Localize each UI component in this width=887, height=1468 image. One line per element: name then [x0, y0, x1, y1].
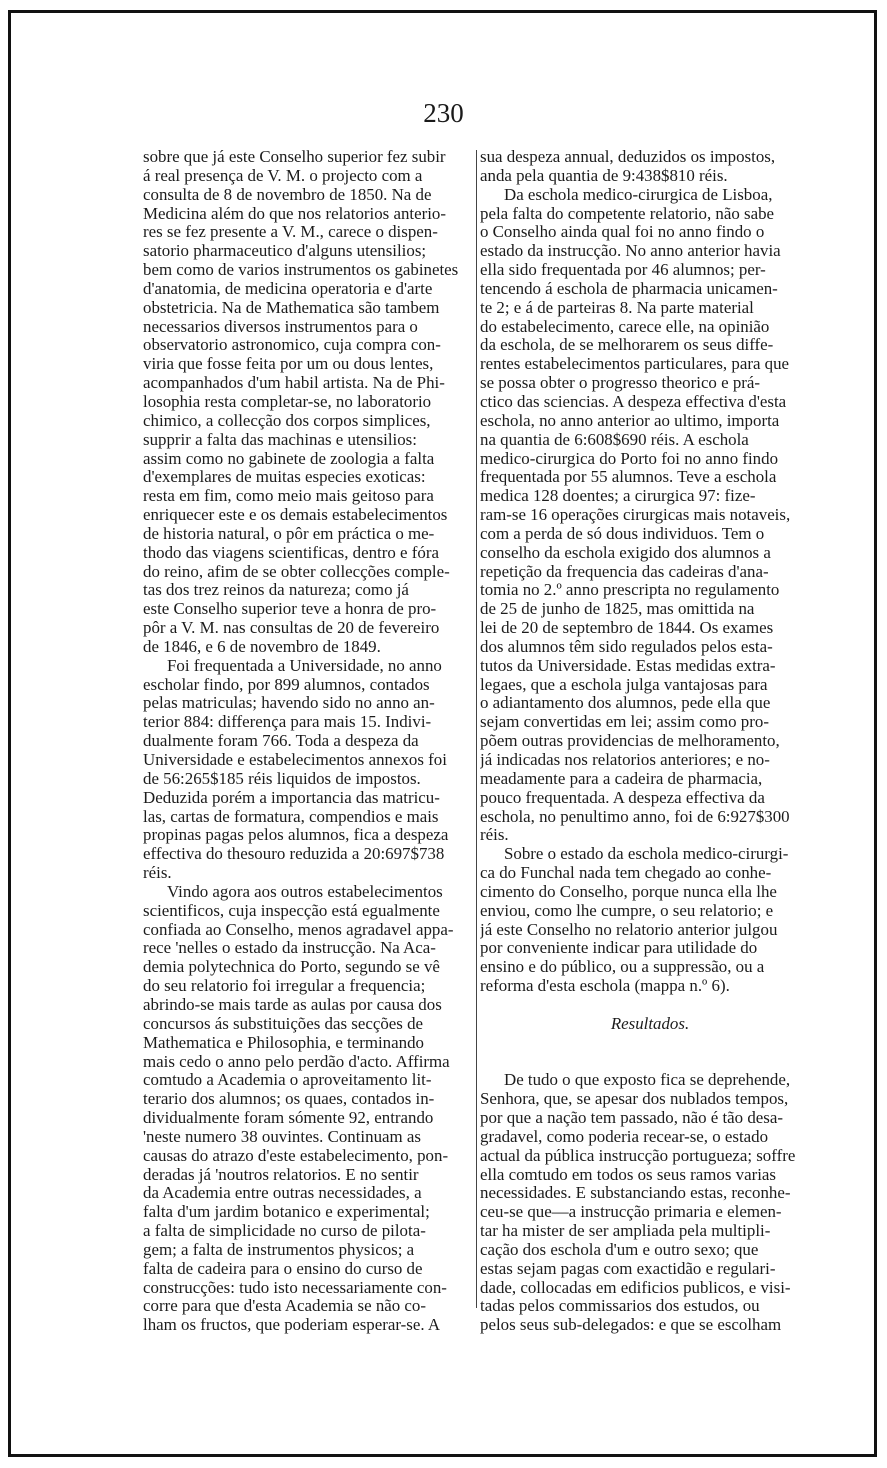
text-line: las, cartas de formatura, compendios e mais [143, 807, 439, 826]
text-line: construcções: tudo isto necessariamente con- [143, 1278, 447, 1297]
text-line: demia polytechnica do Porto, segundo se vê [143, 958, 440, 977]
text-line: chimico, a collecção dos corpos simplices, [143, 411, 431, 430]
text-line: Da eschola medico-cirurgica de Lisboa, [504, 185, 773, 204]
text-line: necessarios diversos instrumentos para o [143, 317, 418, 336]
text-line: acompanhados d'um habil artista. Na de Phi- [143, 374, 445, 393]
text-line: na quantia de 6:608$690 réis. A eschola [480, 430, 749, 449]
text-line: pelas matriculas; havendo sido no anno an- [143, 694, 435, 713]
text-line: pôr a V. M. nas consultas de 20 de fevereiro [143, 619, 440, 638]
text-line: com a perda de só dous individuos. Tem o [480, 524, 765, 543]
text-line: da eschola, de se melhorarem os seus diffe- [480, 336, 774, 355]
text-line: dos alumnos têm sido regulados pelos esta- [480, 637, 773, 656]
text-line: satorio pharmaceutico d'alguns utensilios; [143, 242, 427, 261]
text-line: réis. [480, 826, 509, 845]
text-line: propinas pagas pelos alumnos, fica a despeza [143, 826, 449, 845]
text-line: terario dos alumnos; os quaes, contados in- [143, 1090, 435, 1109]
column-divider [476, 150, 477, 1308]
text-line: cimento do Conselho, porque nunca ella lhe [480, 882, 777, 901]
text-line: sejam convertidas em lei; assim como pro- [480, 713, 769, 732]
text-line: supprir a falta das machinas e utensilios: [143, 430, 417, 449]
text-line: De tudo o que exposto fica se deprehende, [504, 1071, 791, 1090]
text-line: dualmente foram 766. Toda a despeza da [143, 732, 419, 751]
text-line: eschola, no penultimo anno, foi de 6:927$300 [480, 807, 790, 826]
text-line: tadas pelos commissarios dos estudos, ou [480, 1297, 760, 1316]
text-line: actual da pública instrucção portugueza; soffre [480, 1146, 796, 1165]
text-line: tutos da Universidade. Estas medidas extra- [480, 656, 776, 675]
text-line: cação dos eschola d'um e outro sexo; que [480, 1240, 759, 1259]
text-line: Mathematica e Philosophia, e terminando [143, 1033, 424, 1052]
text-line: deradas já 'noutros relatorios. E no sentir [143, 1165, 419, 1184]
text-line: scientificos, cuja inspecção está egualmente [143, 901, 440, 920]
text-line: do estabelecimento, carece elle, na opinião [480, 317, 770, 336]
text-line: réis. [143, 864, 172, 883]
text-line: gradavel, como poderia recear-se, o estado [480, 1127, 769, 1146]
right-column [480, 148, 820, 1335]
text-line: tencendo á eschola de pharmacia unicamen- [480, 279, 778, 298]
text-line: eschola, no anno anterior ao ultimo, importa [480, 411, 780, 430]
text-line: tas dos trez reinos da natureza; como já [143, 581, 409, 600]
text-line: falta de cadeira para o ensino do curso de [143, 1259, 423, 1278]
spacer [480, 1034, 820, 1053]
text-line: á real presença de V. M. o projecto com a [143, 166, 423, 185]
text-line: ella sido frequentada por 46 alumnos; per- [480, 261, 766, 280]
text-line: pelos seus sub-delegados: e que se escolham [480, 1316, 782, 1335]
text-line: sua despeza annual, deduzidos os impostos, [480, 148, 776, 166]
text-line: medico-cirurgica do Porto foi no anno findo [480, 449, 779, 468]
text-line: já este Conselho no relatorio anterior julgou [480, 920, 778, 939]
text-line: ella comtudo em todos os seus ramos varias [480, 1165, 776, 1184]
text-line: já indicadas nos relatorios anteriores; e no- [480, 751, 770, 769]
text-line: meadamente para a cadeira de pharmacia, [480, 769, 763, 788]
text-line: observatorio astronomico, cuja compra con- [143, 336, 441, 355]
text-line: o adiantamento dos alumnos, pede ella que [480, 694, 771, 713]
text-line: escholar findo, por 899 alumnos, contados [143, 675, 430, 694]
text-line: concursos ás substituições das secções de [143, 1014, 424, 1033]
text-line: conselho da eschola exigido dos alumnos a [480, 543, 771, 562]
text-line: Universidade e estabelecimentos annexos foi [143, 751, 447, 769]
text-line: Senhora, que, se apesar dos nublados tempos, [480, 1090, 789, 1109]
section-heading: Resultados. [610, 1014, 690, 1033]
text-line: por que a nação tem passado, não é tão desa- [480, 1109, 783, 1128]
text-line: necessidades. E substanciando estas, reconhe- [480, 1184, 791, 1203]
text-line: este Conselho superior teve a honra de pro- [143, 600, 437, 619]
text-line: por conveniente indicar para utilidade do [480, 939, 758, 958]
text-line: ctico das sciencias. A despeza effectiva d'esta [480, 392, 787, 411]
text-line: se possa obter o progresso theorico e prá- [480, 374, 761, 393]
text-line: dividualmente foram sómente 92, entrando [143, 1109, 434, 1128]
text-line: a falta de simplicidade no curso de pilota- [143, 1222, 426, 1241]
text-line: lham os fructos, que poderiam esperar-se. A [143, 1316, 441, 1335]
text-line: ca do Funchal nada tem chegado ao conhe- [480, 864, 772, 883]
text-line: Foi frequentada a Universidade, no anno [167, 656, 442, 675]
text-line: losophia resta completar-se, no laboratorio [143, 392, 432, 411]
text-line: abrindo-se mais tarde as aulas por causa dos [143, 995, 442, 1014]
text-line: causas do atrazo d'este estabelecimento, pon- [143, 1146, 449, 1165]
text-line: ceu-se que—a instrucção primaria e elemen- [480, 1203, 782, 1222]
text-line: bem como de varios instrumentos os gabinetes [143, 261, 459, 280]
text-line: d'anatomia, de medicina operatoria e d'arte [143, 279, 433, 298]
text-line: rentes estabelecimentos particulares, para que [480, 355, 790, 374]
spacer [480, 996, 820, 1015]
text-line: do seu relatorio foi irregular a frequencia; [143, 977, 426, 996]
text-line: do reino, afim de se obter collecções comple- [143, 562, 450, 581]
text-line: comtudo a Academia o aproveitamento lit- [143, 1071, 432, 1090]
text-line: enviou, como lhe cumpre, o seu relatorio; e [480, 901, 774, 920]
text-line: tomia no 2.º anno prescripta no regulamento [480, 581, 780, 600]
text-line: põem outras providencias de melhoramento, [480, 732, 780, 751]
text-line: de historia natural, o pôr em práctica o me- [143, 524, 435, 543]
text-line: da Academia entre outras necessidades, a [143, 1184, 422, 1203]
text-line: legaes, que a eschola julga vantajosas para [480, 675, 768, 694]
spacer [480, 1053, 820, 1072]
page-number: 230 [423, 98, 464, 128]
text-line: frequentada por 55 alumnos. Teve a eschola [480, 468, 777, 487]
text-line: estas sejam pagas com exactidão e regulari- [480, 1259, 776, 1278]
text-line: Sobre o estado da eschola medico-cirurgi- [504, 845, 789, 864]
text-line: assim como no gabinete de zoologia a falta [143, 449, 435, 468]
text-line: obstetricia. Na de Mathematica são tambem [143, 298, 440, 317]
text-line: d'exemplares de muitas especies exoticas: [143, 468, 426, 487]
text-line: enriquecer este e os demais estabelecimentos [143, 506, 448, 525]
text-line: Vindo agora aos outros estabelecimentos [167, 882, 443, 901]
text-line: rece 'nelles o estado da instrucção. Na Aca- [143, 939, 436, 958]
text-line: ensino e do público, ou a suppressão, ou a [480, 958, 765, 977]
text-line: gem; a falta de instrumentos physicos; a [143, 1240, 415, 1259]
text-line: thodo das viagens scientificas, dentro e fóra [143, 543, 439, 562]
text-line: falta d'um jardim botanico e experimental; [143, 1203, 430, 1222]
text-line: medica 128 doentes; a cirurgica 97: fize- [480, 487, 756, 506]
text-line: o Conselho ainda qual foi no anno findo o [480, 223, 765, 242]
text-line: res se fez presente a V. M., carece o dispen- [143, 223, 438, 242]
text-line: consulta de 8 de novembro de 1850. Na de [143, 185, 432, 204]
text-line: Deduzida porém a importancia das matricu- [143, 788, 440, 807]
text-line: Medicina além do que nos relatorios anterio- [143, 204, 446, 223]
text-line: repetição da frequencia das cadeiras d'ana- [480, 562, 769, 581]
text-line: mais cedo o anno pelo perdão d'acto. Affirma [143, 1052, 450, 1071]
text-line: pouco frequentada. A despeza effectiva da [480, 788, 765, 807]
text-line: tar ha mister de ser ampliada pela multipli- [480, 1222, 771, 1241]
text-line: corre para que d'esta Academia se não co- [143, 1297, 427, 1316]
text-line: confiada ao Conselho, menos agradavel appa- [143, 920, 454, 939]
text-line: de 25 de junho de 1825, mas omittida na [480, 600, 755, 619]
text-line: pela falta do competente relatorio, não sabe [480, 204, 775, 223]
text-line: dade, collocadas em edificios publicos, e visi- [480, 1278, 791, 1297]
text-line: lei de 20 de septembro de 1844. Os exames [480, 619, 774, 638]
text-line: de 56:265$185 réis liquidos de impostos. [143, 769, 421, 788]
text-line: estado da instrucção. No anno anterior havia [480, 242, 781, 261]
text-line: anda pela quantia de 9:438$810 réis. [480, 166, 728, 185]
text-line: de 1846, e 6 de novembro de 1849. [143, 637, 381, 656]
text-line: effectiva do thesouro reduzida a 20:697$738 [143, 845, 445, 864]
text-line: sobre que já este Conselho superior fez subir [143, 148, 446, 166]
text-line: viria que fosse feita por um ou dous lentes, [143, 355, 434, 374]
text-line: terior 884: differença para mais 15. Indivi- [143, 713, 432, 732]
text-line: reforma d'esta eschola (mappa n.º 6). [480, 977, 730, 996]
left-column [143, 148, 473, 1335]
text-line: 'neste numero 38 ouvintes. Continuam as [143, 1127, 421, 1146]
text-line: resta em fim, como meio mais geitoso para [143, 487, 434, 506]
text-line: ram-se 16 operações cirurgicas mais notaveis, [480, 506, 791, 525]
text-line: te 2; e á de parteiras 8. Na parte material [480, 298, 754, 317]
